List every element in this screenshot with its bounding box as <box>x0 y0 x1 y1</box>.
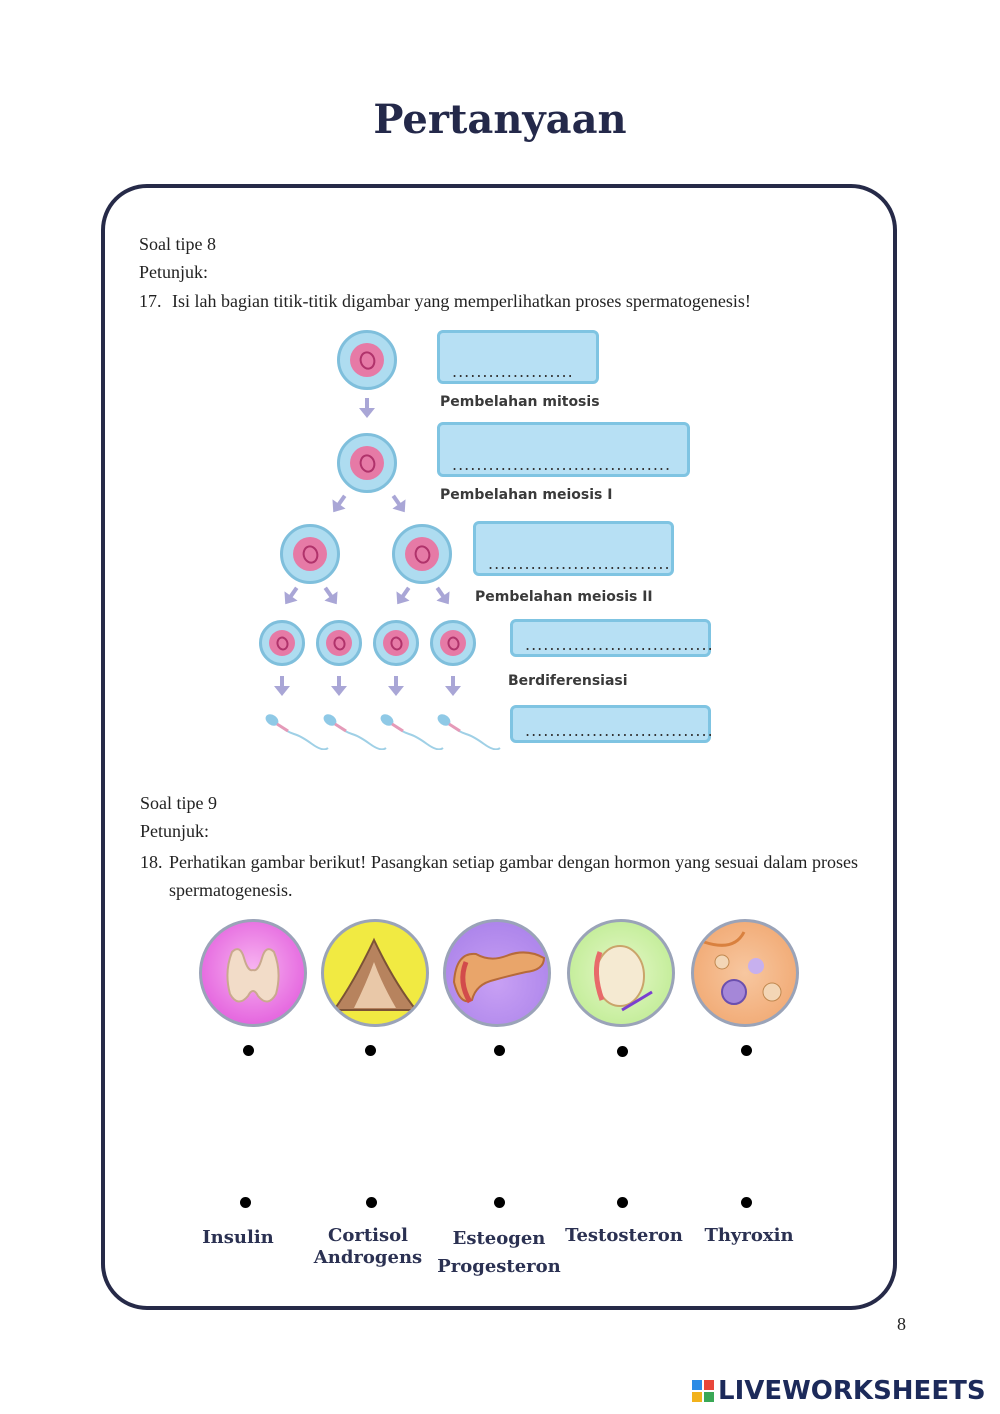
answer-blank-4[interactable] <box>510 619 714 657</box>
stage-label: Pembelahan meiosis II <box>475 589 653 605</box>
page-number: 8 <box>897 1314 906 1334</box>
blank-dots: ............................... <box>525 635 714 654</box>
blank-dots: ............................... <box>525 721 714 740</box>
match-dot-image-1[interactable] <box>243 1045 254 1056</box>
thyroid-gland-image <box>199 919 307 1027</box>
testis-image <box>567 919 675 1027</box>
answer-blank-1[interactable] <box>437 330 599 384</box>
hint-label: Petunjuk: <box>139 262 209 282</box>
hormone-label: Insulin <box>202 1227 274 1248</box>
liveworksheets-logo <box>692 1376 986 1406</box>
stage-label: Berdiferensiasi <box>508 673 628 689</box>
answer-blank-3[interactable] <box>473 521 674 576</box>
spermatid-cell <box>316 620 362 666</box>
blank-dots: .............................. <box>488 554 671 573</box>
secondary-spermatocyte-cell <box>392 524 452 584</box>
down-arrow-icon <box>277 676 287 696</box>
match-dot-hormone-4[interactable] <box>617 1197 628 1208</box>
answer-blank-2[interactable] <box>437 422 690 477</box>
brand-name: LIVEWORKSHEETS <box>718 1376 986 1406</box>
down-arrow-icon <box>362 398 372 418</box>
question-type-label: Soal tipe 9 <box>140 793 217 813</box>
pancreas-image <box>443 919 551 1027</box>
question-text: Perhatikan gambar berikut! Pasangkan setiap gambar dengan hormon yang sesuai dalam proses spermatogenesis. <box>169 852 858 900</box>
hint-label: Petunjuk: <box>140 821 210 841</box>
spermatid-cell <box>259 620 305 666</box>
down-arrow-icon <box>391 676 401 696</box>
page-title: Pertanyaan <box>373 96 627 143</box>
sperm-icon <box>434 710 504 750</box>
brand-logo-icon <box>692 1380 714 1402</box>
match-dot-image-5[interactable] <box>741 1045 752 1056</box>
match-dot-image-2[interactable] <box>365 1045 376 1056</box>
down-arrow-icon <box>334 676 344 696</box>
hormone-label: Testosteron <box>565 1225 683 1246</box>
match-dot-image-3[interactable] <box>494 1045 505 1056</box>
question-text: Isi lah bagian titik-titik digambar yang memperlihatkan proses spermatogenesis! <box>172 291 751 311</box>
down-arrow-icon <box>448 676 458 696</box>
stage-label: Pembelahan mitosis <box>440 394 600 410</box>
match-dot-image-4[interactable] <box>617 1046 628 1057</box>
hormone-label: Cortisol Androgens <box>313 1225 423 1268</box>
answer-blank-5[interactable] <box>510 705 714 743</box>
match-dot-hormone-5[interactable] <box>741 1197 752 1208</box>
secondary-spermatocyte-cell <box>280 524 340 584</box>
question-type-label: Soal tipe 8 <box>139 234 216 254</box>
spermatogonium-cell <box>337 330 397 390</box>
hormone-label: Thyroxin <box>704 1225 794 1246</box>
pituitary-gland-image <box>321 919 429 1027</box>
question-number: 17. <box>139 291 162 311</box>
spermatid-cell <box>430 620 476 666</box>
match-dot-hormone-3[interactable] <box>494 1197 505 1208</box>
question-block <box>140 848 858 904</box>
blank-dots: .................... <box>452 362 574 381</box>
stage-label: Pembelahan meiosis I <box>440 487 613 503</box>
hormone-label: Esteogen Progesteron <box>437 1228 561 1277</box>
primary-spermatocyte-cell <box>337 433 397 493</box>
question-number: 18. <box>140 852 163 872</box>
spermatid-cell <box>373 620 419 666</box>
match-dot-hormone-1[interactable] <box>240 1197 251 1208</box>
blank-dots: .................................... <box>452 455 672 474</box>
match-dot-hormone-2[interactable] <box>366 1197 377 1208</box>
ovary-image <box>691 919 799 1027</box>
